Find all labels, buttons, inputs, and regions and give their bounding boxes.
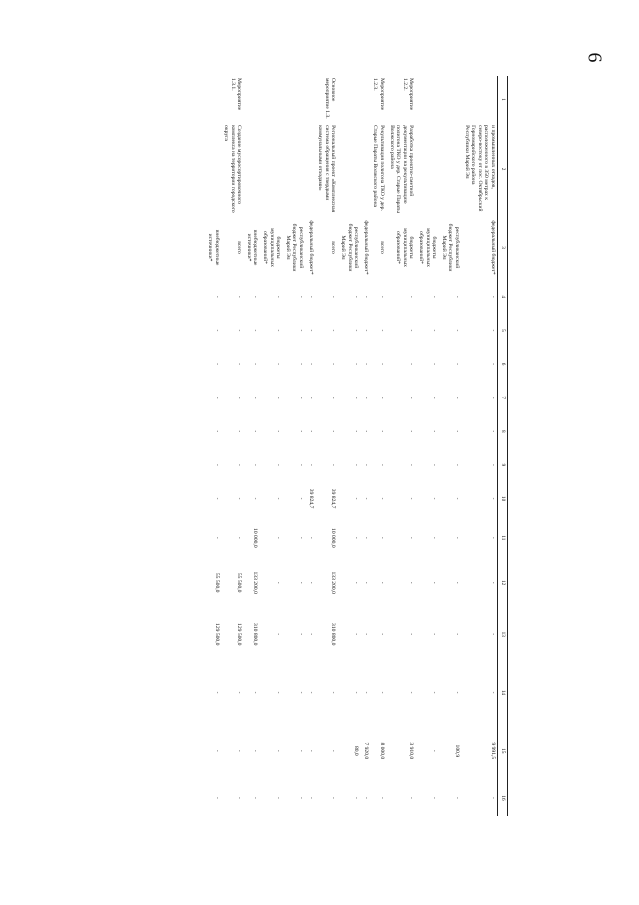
activity-code: Мероприятие 1.3.1. bbox=[229, 78, 243, 111]
funding-source: всего bbox=[379, 241, 385, 254]
value-cell: - bbox=[213, 363, 220, 366]
value-cell: - bbox=[453, 633, 460, 636]
value-cell: - bbox=[408, 497, 415, 500]
value-cell: - bbox=[213, 329, 220, 332]
value-cell: - bbox=[489, 363, 496, 366]
value-cell: 100,9 bbox=[453, 744, 460, 758]
value-cell: - bbox=[307, 581, 314, 584]
value-cell: - bbox=[408, 430, 415, 433]
value-cell: - bbox=[431, 363, 438, 366]
value-cell: - bbox=[489, 396, 496, 399]
column-header: 9 bbox=[498, 448, 508, 482]
activity-code bbox=[338, 76, 361, 123]
activity-code bbox=[461, 76, 497, 123]
value-cell: 129 500,0 bbox=[213, 623, 220, 646]
value-cell: - bbox=[379, 430, 385, 433]
activity-name bbox=[338, 123, 361, 215]
value-cell: - bbox=[307, 633, 314, 636]
value-cell: - bbox=[236, 497, 243, 500]
table-header-row bbox=[498, 76, 508, 816]
column-header: 4 bbox=[498, 280, 508, 314]
value-cell: - bbox=[408, 329, 415, 332]
column-header: 1 bbox=[498, 76, 508, 123]
value-cell: 39 824,7 bbox=[330, 488, 337, 509]
value-cell: - bbox=[213, 464, 220, 466]
value-cell: - bbox=[353, 464, 360, 466]
value-cell: 80,0 bbox=[353, 745, 360, 756]
funding-source: республиканский бюджет Республики Марий Эл bbox=[340, 223, 360, 272]
value-cell: - bbox=[330, 464, 337, 466]
activity-code bbox=[244, 76, 260, 123]
value-cell: - bbox=[298, 633, 305, 636]
value-cell: - bbox=[408, 396, 415, 399]
table-row bbox=[244, 76, 260, 816]
table-row bbox=[370, 76, 386, 816]
value-cell: - bbox=[307, 464, 314, 466]
value-cell: - bbox=[307, 797, 314, 799]
value-cell: - bbox=[379, 633, 385, 636]
funding-source: бюджеты муниципальных образований* bbox=[417, 228, 438, 267]
column-header: 3 bbox=[498, 215, 508, 280]
value-cell: - bbox=[330, 396, 337, 399]
value-cell: - bbox=[252, 430, 259, 433]
value-cell: - bbox=[489, 797, 496, 799]
activity-code bbox=[439, 76, 462, 123]
value-cell: - bbox=[489, 329, 496, 332]
column-header: 16 bbox=[498, 780, 508, 816]
value-cell: - bbox=[307, 691, 314, 694]
value-cell: - bbox=[307, 295, 314, 298]
value-cell: - bbox=[275, 581, 282, 584]
value-cell: - bbox=[362, 363, 369, 366]
value-cell: - bbox=[489, 464, 496, 466]
value-cell: - bbox=[353, 797, 360, 799]
value-cell: - bbox=[252, 497, 259, 500]
value-cell: - bbox=[213, 497, 220, 500]
value-cell: - bbox=[489, 497, 496, 500]
value-cell: - bbox=[379, 363, 385, 366]
activity-name bbox=[260, 123, 283, 215]
value-cell: - bbox=[362, 329, 369, 332]
value-cell: - bbox=[298, 430, 305, 433]
value-cell: - bbox=[330, 430, 337, 433]
value-cell: - bbox=[362, 581, 369, 584]
value-cell: - bbox=[362, 396, 369, 399]
funding-source: республиканский бюджет Республики Марий Эл bbox=[440, 223, 460, 272]
value-cell: 129 500,0 bbox=[236, 623, 243, 646]
column-header: 15 bbox=[498, 722, 508, 780]
value-cell: - bbox=[379, 536, 385, 539]
activity-code: Основное мероприятие 1.3. bbox=[323, 78, 337, 119]
value-cell: - bbox=[408, 295, 415, 298]
column-header: 11 bbox=[498, 515, 508, 560]
column-header: 5 bbox=[498, 314, 508, 348]
activity-code bbox=[205, 76, 221, 123]
value-cell: - bbox=[298, 797, 305, 799]
activity-code bbox=[260, 76, 283, 123]
value-cell: - bbox=[353, 363, 360, 366]
value-cell: - bbox=[453, 497, 460, 500]
value-cell: - bbox=[489, 430, 496, 433]
table-row bbox=[361, 76, 371, 816]
value-cell: - bbox=[431, 396, 438, 399]
value-cell: - bbox=[330, 797, 337, 799]
value-cell: - bbox=[298, 396, 305, 399]
value-cell: - bbox=[362, 691, 369, 694]
value-cell: - bbox=[275, 691, 282, 694]
value-cell: - bbox=[353, 633, 360, 636]
value-cell: - bbox=[489, 691, 496, 694]
table-row bbox=[387, 76, 416, 816]
table-row bbox=[439, 76, 462, 816]
value-cell: - bbox=[298, 464, 305, 466]
funding-source: федеральный бюджет* bbox=[489, 220, 496, 275]
value-cell: - bbox=[330, 329, 337, 332]
value-cell: - bbox=[353, 396, 360, 399]
value-cell: - bbox=[275, 464, 282, 466]
activity-code bbox=[361, 76, 371, 123]
value-cell: - bbox=[489, 536, 496, 539]
value-cell: - bbox=[298, 329, 305, 332]
value-cell: - bbox=[362, 295, 369, 298]
value-cell: - bbox=[236, 536, 243, 539]
value-cell: - bbox=[431, 329, 438, 332]
value-cell: - bbox=[298, 691, 305, 694]
activity-name bbox=[361, 123, 371, 215]
value-cell: - bbox=[236, 691, 243, 694]
value-cell: - bbox=[453, 581, 460, 584]
value-cell: - bbox=[330, 749, 337, 752]
funding-source: внебюджетные источники* bbox=[206, 229, 220, 266]
value-cell: - bbox=[408, 363, 415, 366]
value-cell: - bbox=[362, 536, 369, 539]
value-cell: - bbox=[379, 329, 385, 332]
value-cell: 10 000,0 bbox=[252, 528, 259, 548]
table-row bbox=[315, 76, 338, 816]
value-cell: - bbox=[252, 363, 259, 366]
value-cell: - bbox=[362, 497, 369, 500]
value-cell: - bbox=[236, 430, 243, 433]
value-cell: - bbox=[353, 329, 360, 332]
activity-code bbox=[283, 76, 306, 123]
value-cell: - bbox=[275, 329, 282, 332]
activity-code: Мероприятие 1.2.2. bbox=[401, 78, 415, 111]
value-cell: - bbox=[252, 329, 259, 332]
value-cell: 133 200,0 bbox=[330, 571, 337, 594]
value-cell: - bbox=[431, 464, 438, 466]
funding-source: внебюджетные источники* bbox=[245, 229, 259, 266]
column-header: 10 bbox=[498, 482, 508, 516]
value-cell: - bbox=[236, 329, 243, 332]
activity-name bbox=[205, 123, 221, 215]
value-cell: - bbox=[379, 295, 385, 298]
value-cell: - bbox=[489, 581, 496, 584]
value-cell: 10 000,0 bbox=[330, 528, 337, 548]
value-cell: - bbox=[275, 363, 282, 366]
value-cell: - bbox=[252, 464, 259, 466]
funding-source: всего bbox=[330, 241, 337, 254]
value-cell: - bbox=[408, 691, 415, 694]
table-row bbox=[306, 76, 316, 816]
value-cell: - bbox=[213, 691, 220, 694]
value-cell: 55 500,0 bbox=[213, 572, 220, 593]
value-cell: - bbox=[330, 295, 337, 298]
value-cell: - bbox=[236, 749, 243, 752]
value-cell: - bbox=[408, 536, 415, 539]
value-cell: - bbox=[408, 633, 415, 636]
value-cell: - bbox=[213, 396, 220, 399]
funding-source: республиканский бюджет Республики Марий Эл bbox=[284, 223, 305, 272]
table-row bbox=[461, 76, 497, 816]
value-cell: - bbox=[236, 797, 243, 799]
value-cell: - bbox=[431, 430, 438, 433]
activity-code bbox=[416, 76, 439, 123]
funding-source: бюджеты муниципальных образований* bbox=[262, 228, 282, 267]
activity-name bbox=[283, 123, 306, 215]
value-cell: - bbox=[275, 633, 282, 636]
value-cell: 39 824,7 bbox=[307, 488, 314, 509]
value-cell: - bbox=[362, 430, 369, 433]
value-cell: - bbox=[453, 430, 460, 433]
value-cell: - bbox=[275, 797, 282, 799]
column-header: 8 bbox=[498, 415, 508, 449]
value-cell: - bbox=[330, 363, 337, 366]
activity-name bbox=[244, 123, 260, 215]
value-cell: - bbox=[353, 581, 360, 584]
value-cell: - bbox=[431, 536, 438, 539]
value-cell: - bbox=[379, 464, 385, 466]
value-cell: - bbox=[453, 464, 460, 466]
value-cell: - bbox=[236, 396, 243, 399]
activity-name bbox=[439, 123, 462, 215]
column-header: 7 bbox=[498, 381, 508, 415]
activity-code bbox=[306, 76, 316, 123]
value-cell: - bbox=[431, 295, 438, 298]
value-cell: - bbox=[353, 497, 360, 500]
value-cell: - bbox=[431, 497, 438, 500]
funding-source: всего bbox=[236, 241, 243, 254]
value-cell: - bbox=[252, 396, 259, 399]
value-cell: - bbox=[453, 691, 460, 694]
column-header: 13 bbox=[498, 605, 508, 663]
value-cell: - bbox=[236, 464, 243, 466]
funding-source: федеральный бюджет* bbox=[307, 220, 314, 275]
value-cell: - bbox=[298, 749, 305, 752]
column-header: 6 bbox=[498, 347, 508, 381]
value-cell: - bbox=[379, 797, 385, 799]
value-cell: - bbox=[252, 749, 259, 752]
value-cell: - bbox=[236, 295, 243, 298]
value-cell: - bbox=[213, 749, 220, 752]
activity-name: Создание мусоросортировочного комплекса на территории городского округа bbox=[223, 125, 243, 213]
table-row bbox=[221, 76, 244, 816]
value-cell: - bbox=[379, 396, 385, 399]
value-cell: - bbox=[236, 363, 243, 366]
value-cell: - bbox=[453, 797, 460, 799]
value-cell: - bbox=[379, 581, 385, 584]
value-cell: - bbox=[275, 396, 282, 399]
activity-name bbox=[306, 123, 316, 215]
table-row bbox=[260, 76, 283, 816]
value-cell: 9 991,5 bbox=[489, 742, 496, 760]
value-cell: 310 800,0 bbox=[330, 623, 337, 646]
value-cell: - bbox=[275, 430, 282, 433]
table-row bbox=[283, 76, 306, 816]
value-cell: - bbox=[252, 295, 259, 298]
value-cell: - bbox=[307, 329, 314, 332]
value-cell: - bbox=[362, 464, 369, 466]
value-cell: - bbox=[431, 749, 438, 752]
value-cell: - bbox=[213, 536, 220, 539]
funding-source: бюджеты муниципальных образований* bbox=[395, 228, 415, 267]
page-number: 6 bbox=[583, 52, 606, 63]
value-cell: - bbox=[213, 430, 220, 433]
value-cell: - bbox=[307, 363, 314, 366]
column-header: 2 bbox=[498, 123, 508, 215]
value-cell: - bbox=[307, 536, 314, 539]
table-row bbox=[205, 76, 221, 816]
value-cell: - bbox=[252, 797, 259, 799]
value-cell: - bbox=[408, 464, 415, 466]
value-cell: - bbox=[431, 691, 438, 694]
value-cell: - bbox=[353, 691, 360, 694]
value-cell: - bbox=[298, 581, 305, 584]
value-cell: - bbox=[298, 363, 305, 366]
value-cell: 8 000,0 bbox=[379, 742, 385, 760]
value-cell: - bbox=[275, 749, 282, 752]
value-cell: - bbox=[330, 691, 337, 694]
value-cell: - bbox=[362, 633, 369, 636]
value-cell: - bbox=[431, 581, 438, 584]
value-cell: - bbox=[275, 536, 282, 539]
value-cell: - bbox=[298, 295, 305, 298]
value-cell: - bbox=[275, 295, 282, 298]
activity-name: Рекультивация полигона ТКО у дер. Старые Параты Волжского района bbox=[372, 125, 385, 211]
table-row bbox=[416, 76, 439, 816]
activity-name: Разработка проектно-сметной документации на рекультивацию полигона ТКО у дер. Старые Параты Волжского района bbox=[388, 125, 415, 213]
value-cell: 310 800,0 bbox=[252, 623, 259, 646]
value-cell: - bbox=[453, 363, 460, 366]
value-cell: 133 200,0 bbox=[252, 571, 259, 594]
value-cell: - bbox=[298, 536, 305, 539]
value-cell: 55 500,0 bbox=[236, 572, 243, 593]
value-cell: - bbox=[307, 430, 314, 433]
activity-name bbox=[416, 123, 439, 215]
table-row bbox=[338, 76, 361, 816]
budget-table bbox=[205, 76, 508, 816]
value-cell: - bbox=[213, 295, 220, 298]
value-cell: - bbox=[353, 430, 360, 433]
value-cell: - bbox=[453, 329, 460, 332]
value-cell: 7 920,0 bbox=[362, 742, 369, 760]
value-cell: - bbox=[489, 633, 496, 636]
value-cell: - bbox=[353, 536, 360, 539]
value-cell: - bbox=[408, 797, 415, 799]
value-cell: - bbox=[252, 691, 259, 694]
value-cell: 3 910,0 bbox=[408, 742, 415, 760]
column-header: 14 bbox=[498, 663, 508, 721]
value-cell: - bbox=[453, 536, 460, 539]
value-cell: - bbox=[408, 581, 415, 584]
value-cell: - bbox=[307, 749, 314, 752]
activity-name: и промышленных отходов, расположенного в 350 метрах к северо-востоку от пос. Октябрьский Горномарийского района Республики Марий Эл bbox=[463, 125, 496, 212]
value-cell: - bbox=[453, 295, 460, 298]
value-cell: - bbox=[489, 295, 496, 298]
value-cell: - bbox=[307, 396, 314, 399]
value-cell: - bbox=[379, 691, 385, 694]
activity-name: Региональный проект «Комплексная система обращения с твердыми коммунальными отходами» bbox=[317, 125, 337, 213]
activity-code: Мероприятие 1.2.3. bbox=[372, 78, 385, 111]
value-cell: - bbox=[353, 295, 360, 298]
value-cell: - bbox=[213, 797, 220, 799]
value-cell: - bbox=[431, 797, 438, 799]
funding-source: федеральный бюджет* bbox=[362, 220, 369, 275]
value-cell: - bbox=[379, 497, 385, 500]
value-cell: - bbox=[431, 633, 438, 636]
column-header: 12 bbox=[498, 560, 508, 605]
value-cell: - bbox=[298, 497, 305, 500]
value-cell: - bbox=[362, 797, 369, 799]
value-cell: - bbox=[275, 497, 282, 500]
value-cell: - bbox=[453, 396, 460, 399]
